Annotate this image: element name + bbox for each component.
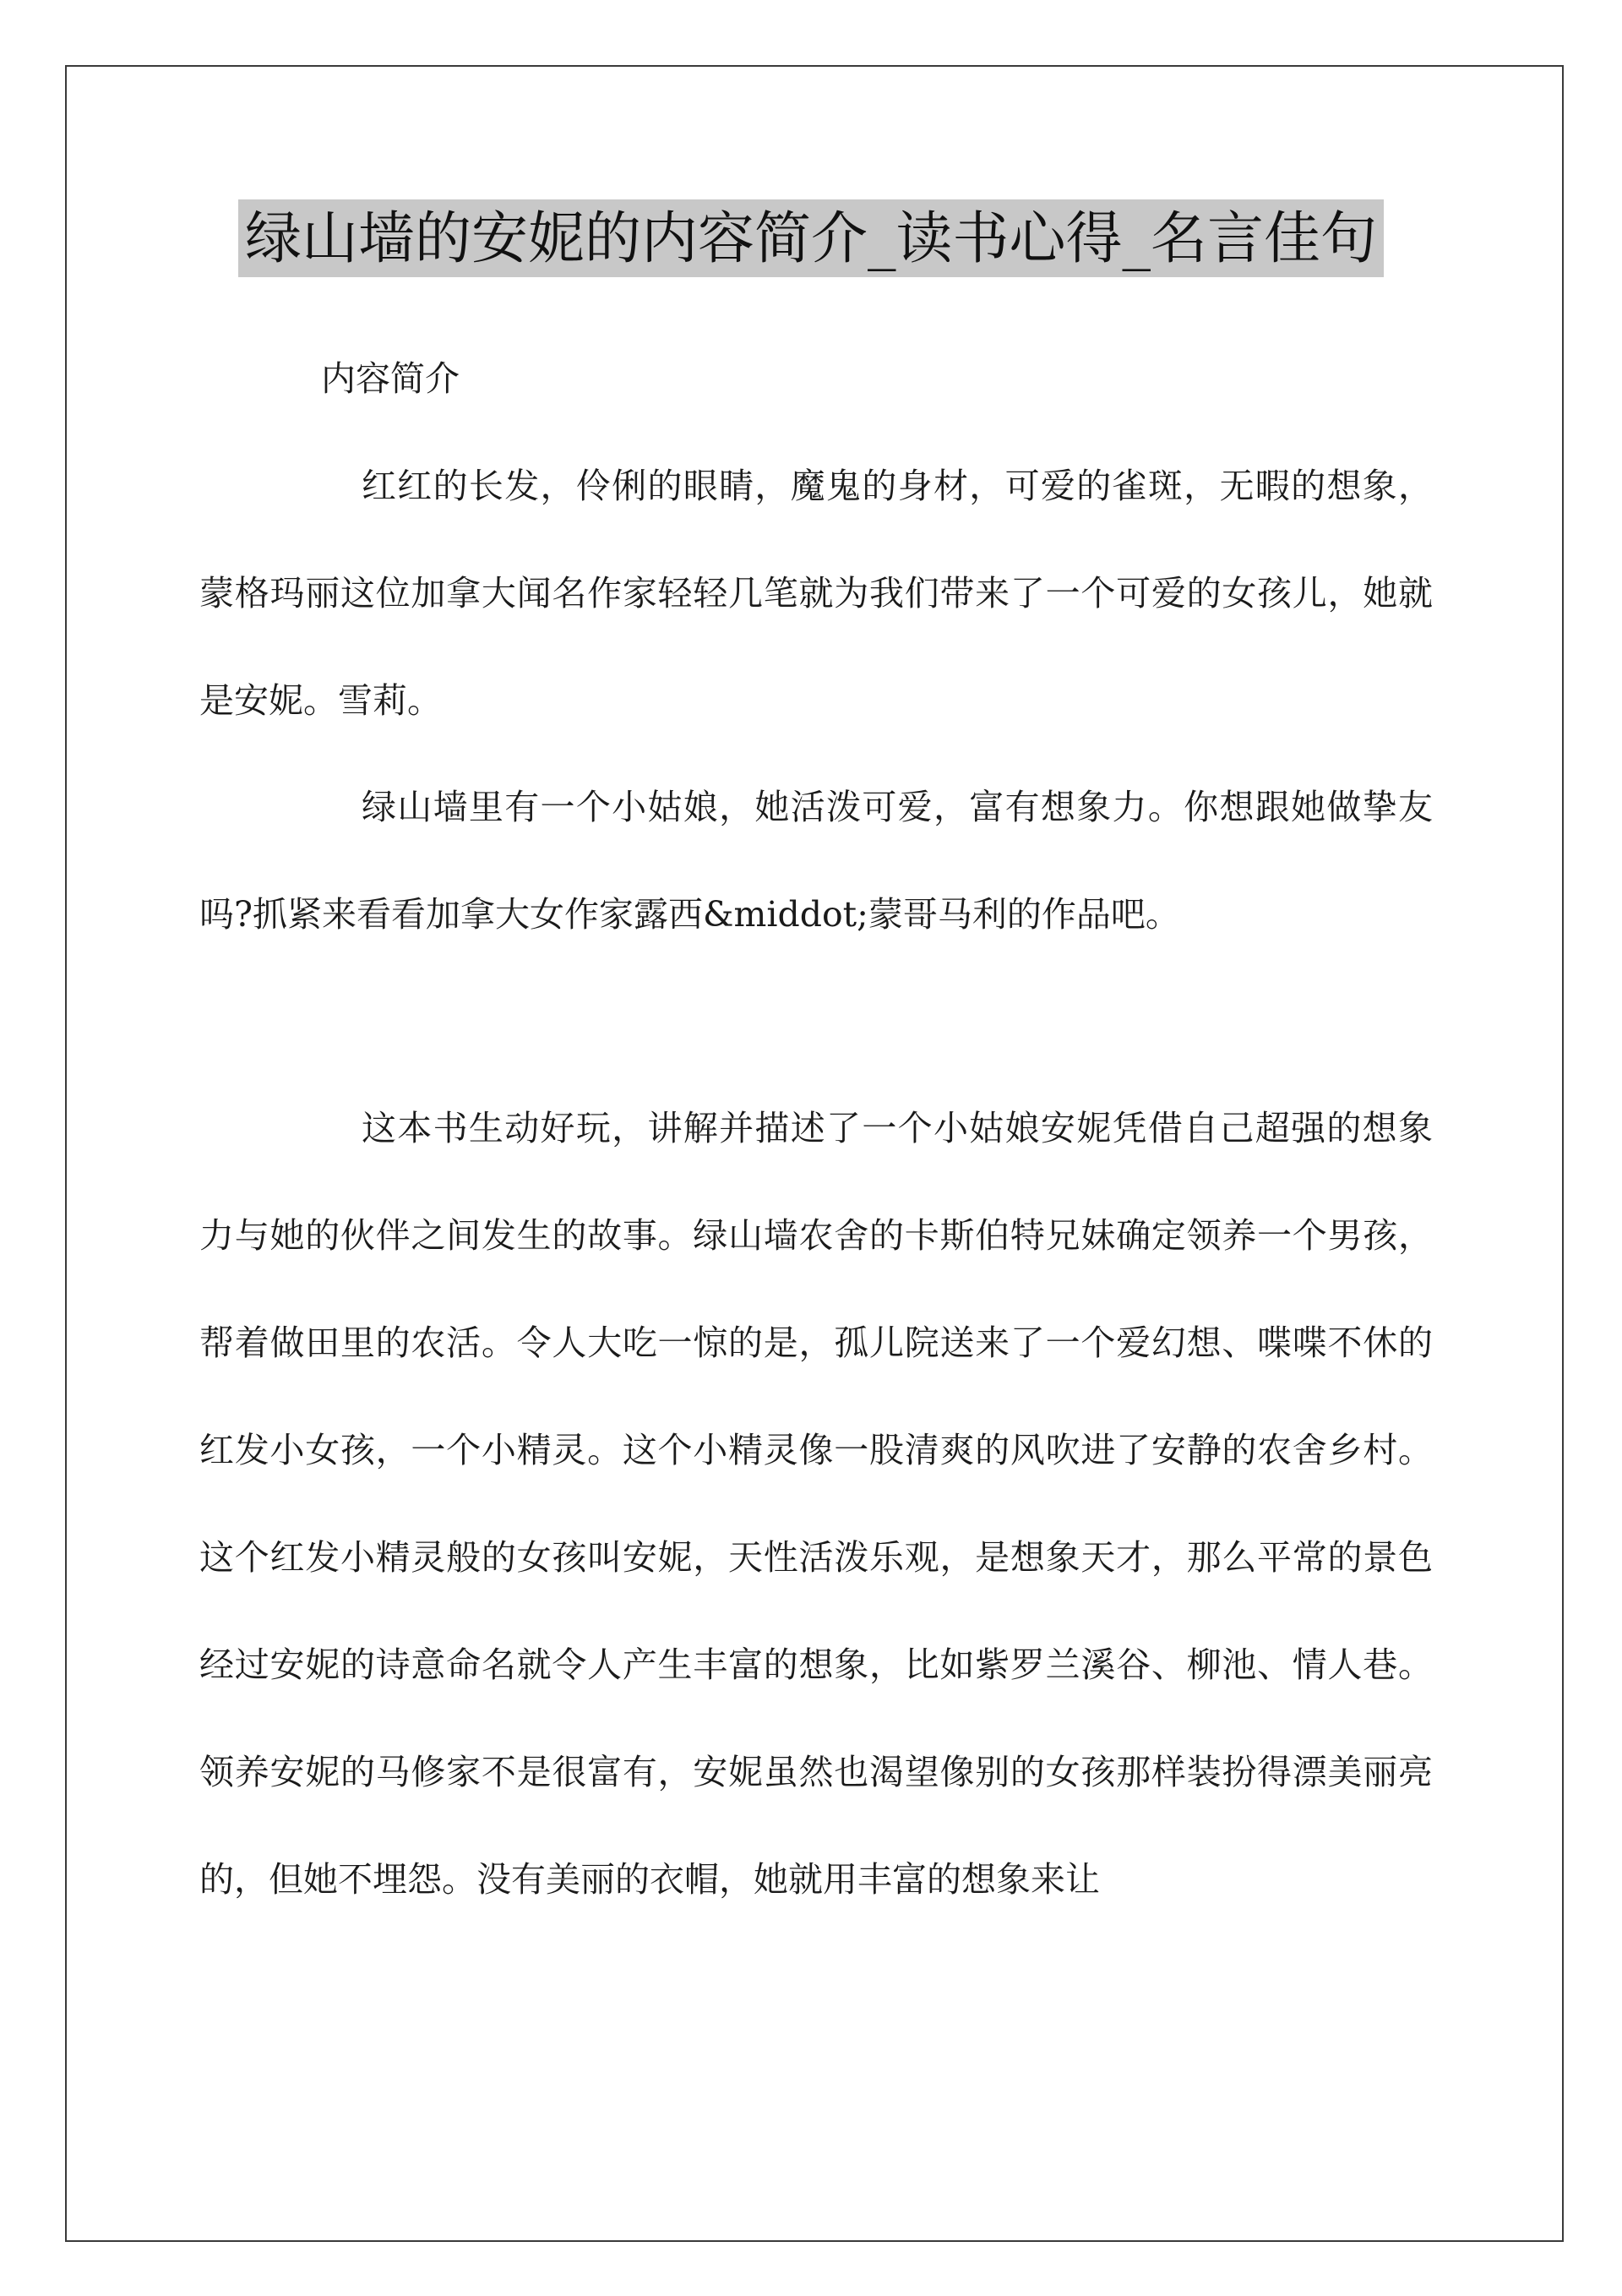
section-heading: 内容简介: [321, 358, 460, 399]
paragraph-text: 绿山墙里有一个小姑娘，她活泼可爱，富有想象力。你想跟她做挚友吗?抓紧来看看加拿大女作家露西&middot;蒙哥马利的作品吧。: [199, 787, 1433, 935]
document-title: 绿山墙的安妮的内容简介_读书心得_名言佳句: [238, 199, 1384, 277]
paragraph-3: [199, 1075, 1433, 1933]
title-container: [0, 199, 1622, 277]
paragraph-text: 红红的长发，伶俐的眼睛，魔鬼的身材，可爱的雀斑，无暇的想象，蒙格玛丽这位加拿大闻名作家轻轻几笔就为我们带来了一个可爱的女孩儿，她就是安妮。雪莉。: [199, 466, 1433, 721]
paragraph-2: [199, 754, 1433, 968]
paragraph-1: [199, 433, 1433, 755]
paragraph-text: 这本书生动好玩，讲解并描述了一个小姑娘安妮凭借自己超强的想象力与她的伙伴之间发生的故事。绿山墙农舍的卡斯伯特兄妹确定领养一个男孩，帮着做田里的农活。令人大吃一惊的是，孤儿院送来了一个爱幻想、喋喋不休的红发小女孩，一个小精灵。这个小精灵像一股清爽的风吹进了安静的农舍乡村。这个红发小精灵般的女孩叫安妮，天性活泼乐观，是想象天才，那么平常的景色经过安妮的诗意命名就令人产生丰富的想象，比如紫罗兰溪谷、柳池、情人巷。领养安妮的马修家不是很富有，安妮虽然也渴望像别的女孩那样装扮得漂美丽亮的，但她不埋怨。没有美丽的衣帽，她就用丰富的想象来让: [199, 1108, 1433, 1900]
